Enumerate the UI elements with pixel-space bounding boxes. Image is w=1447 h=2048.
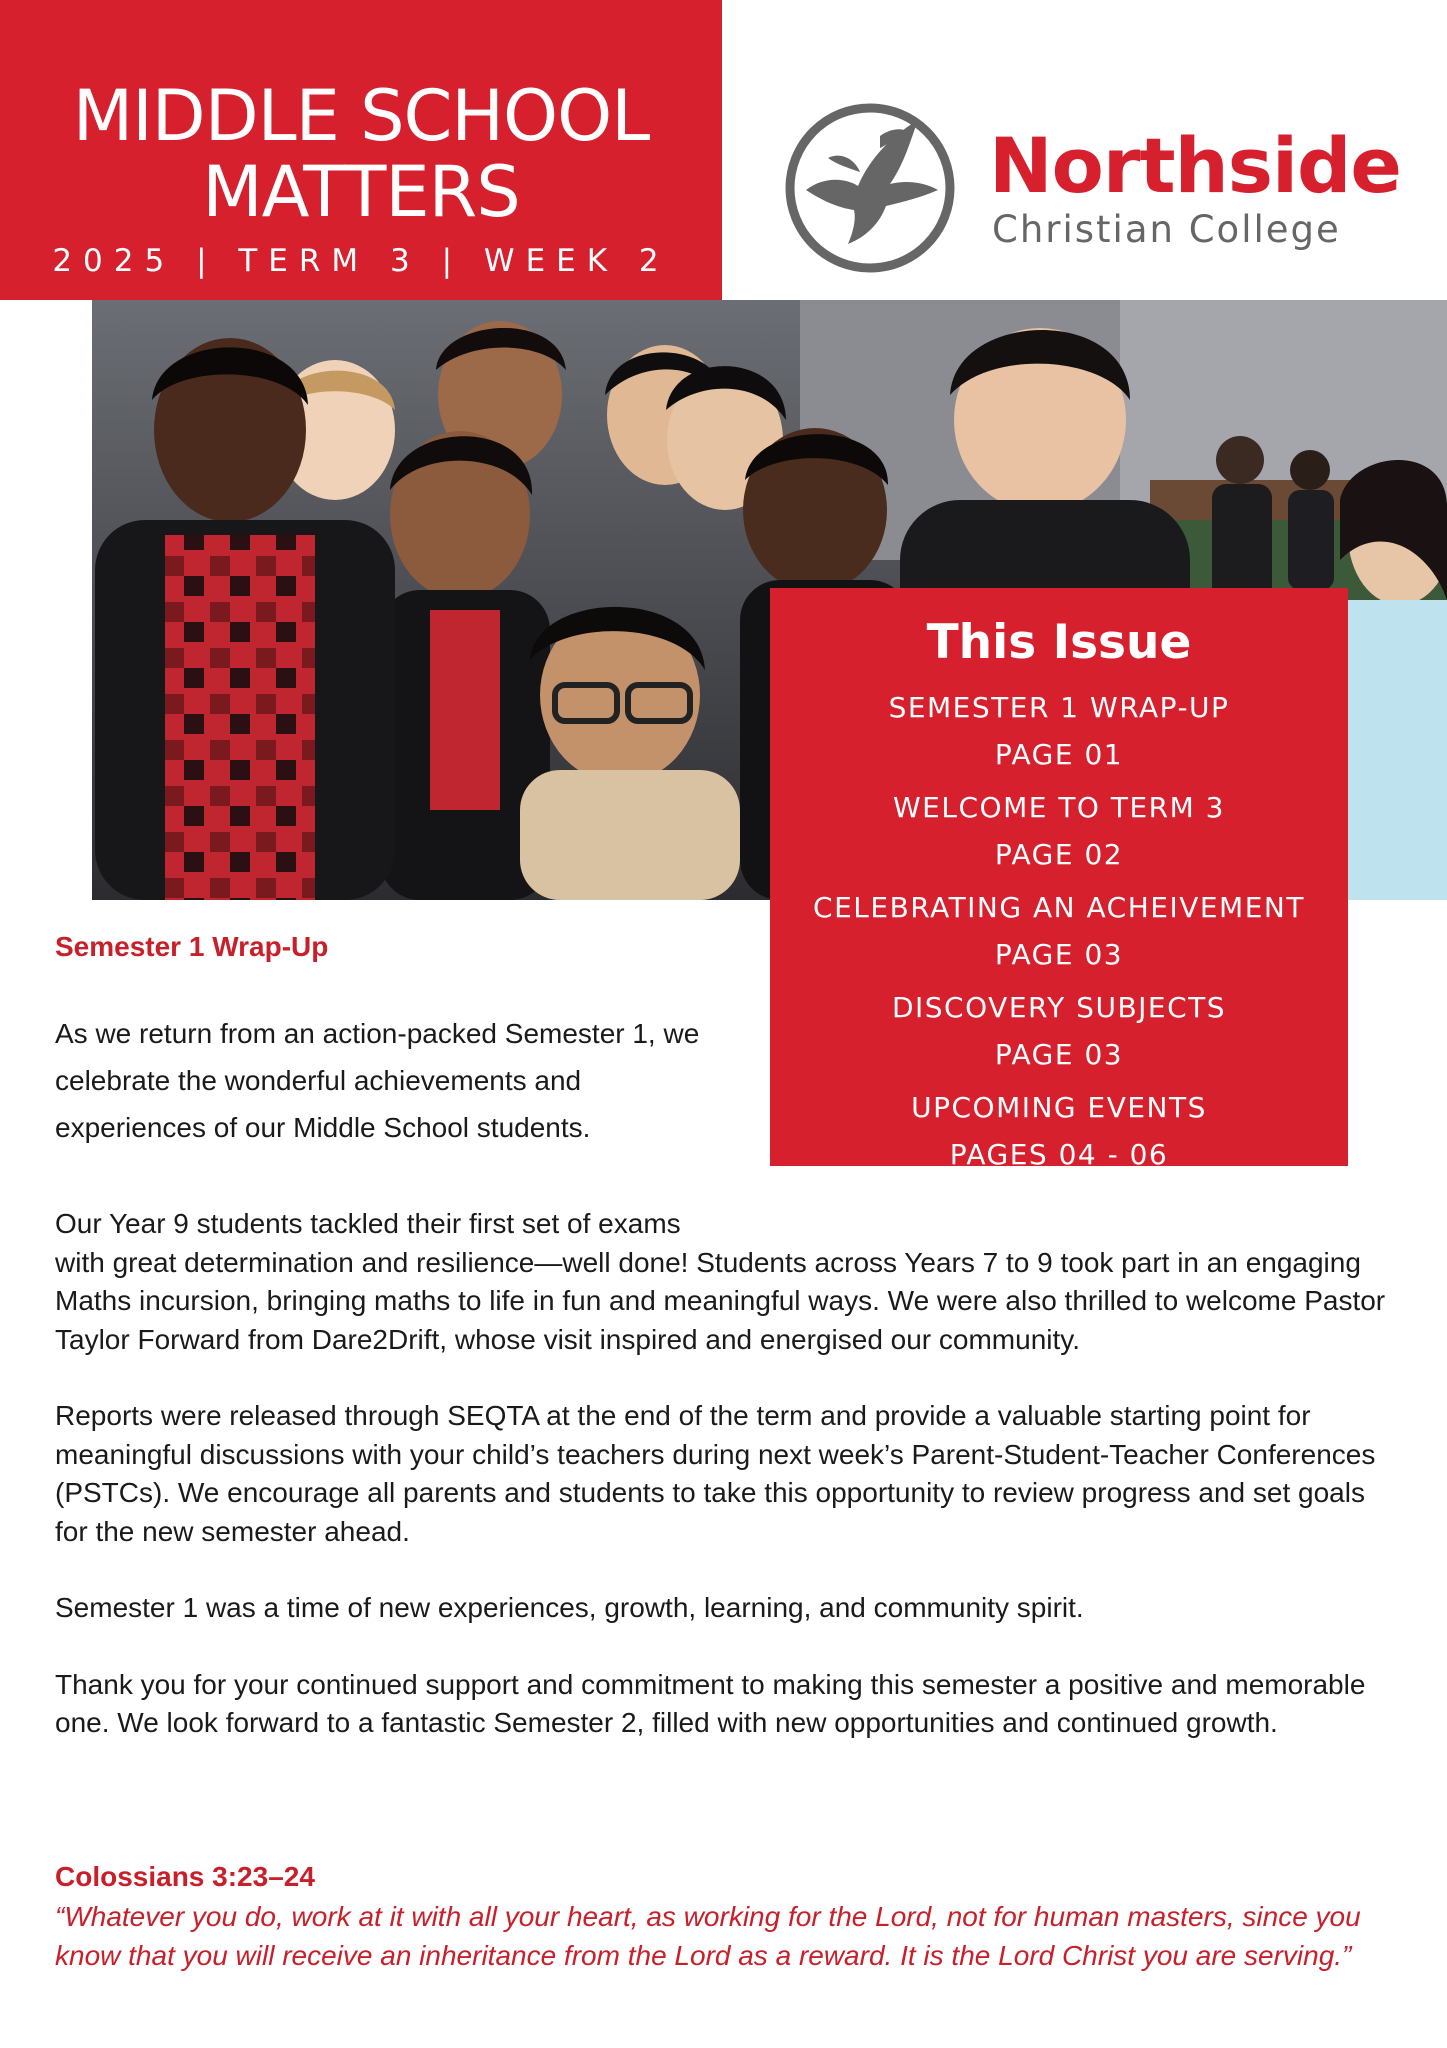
toc-item-semester-wrap-up [770,684,1348,778]
article-paragraph-3: Semester 1 was a time of new experiences, growth, learning, and community spirit. [55,1592,1084,1623]
paragraph-1-first-line: Our Year 9 students tackled their first set of exams [55,1208,681,1239]
college-tagline: Christian College [992,208,1341,251]
article-body [55,1205,1400,1781]
intro-line: As we return from an action-packed Semester 1, we [55,1018,700,1049]
title-line-1: MIDDLE SCHOOL [72,75,650,157]
toc-item-upcoming-events [770,1084,1348,1178]
this-issue-list [770,684,1348,1178]
toc-item-label: UPCOMING EVENTS [911,1091,1207,1124]
toc-item-label: DISCOVERY SUBJECTS [891,991,1227,1024]
toc-item-label: SEMESTER 1 WRAP-UP [888,691,1230,724]
intro-line: experiences of our Middle School students. [55,1112,591,1143]
verse-reference: Colossians 3:23–24 [55,1861,315,1892]
paragraph-1-rest: with great determination and resilience—well done! Students across Years 7 to 9 took part in an engaging Maths incursion, bringing maths to life in fun and meaningful ways. We were also thrilled to welcome Pastor Taylor Forward from Dare2Drift, whose visit inspired and energised our community. [55,1246,1386,1355]
toc-item-celebrating-achievement [770,884,1348,978]
article-intro [55,1010,775,1151]
toc-item-page: PAGE 02 [994,838,1124,871]
masthead [0,0,722,300]
college-name: Northside [989,121,1401,210]
toc-item-page: PAGE 03 [994,938,1124,971]
this-issue-title: This Issue [926,615,1192,670]
toc-item-page: PAGES 04 - 06 [949,1138,1169,1171]
newsletter-title [0,75,722,233]
issue-date: 2025 | TERM 3 | WEEK 2 [52,243,670,279]
toc-item-label: WELCOME TO TERM 3 [893,791,1225,824]
title-line-2: MATTERS [202,151,520,233]
toc-item-page: PAGE 01 [994,738,1124,771]
toc-item-page: PAGE 03 [994,1038,1124,1071]
verse-quote: “Whatever you do, work at it with all your heart, as working for the Lord, not for human masters, since you know that you will receive an inheritance from the Lord as a reward. It is the Lord Christ you are serving.” [55,1901,1361,1971]
article-paragraph-2: Reports were released through SEQTA at the end of the term and provide a valuable starting point for meaningful discussions with your child’s teachers during next week’s Parent-Student-Teacher Conferences (PSTCs). We encourage all parents and students to take this opportunity to review progress and set goals for the new semester ahead. [55,1400,1376,1547]
dove-logo-icon [784,102,960,278]
article-paragraph-4: Thank you for your continued support and commitment to making this semester a positive and memorable one. We look forward to a fantastic Semester 2, filled with new opportunities and continued growth. [55,1668,1366,1738]
article-paragraph-1 [55,1205,1400,1359]
toc-item-label: CELEBRATING AN ACHEIVEMENT [813,891,1305,924]
this-issue-panel [770,588,1348,1171]
toc-item-welcome-term-3 [770,784,1348,878]
toc-item-discovery-subjects [770,984,1348,1078]
article-heading: Semester 1 Wrap-Up [55,931,329,962]
college-logo [784,102,1424,262]
intro-line: celebrate the wonderful achievements and [55,1065,582,1096]
